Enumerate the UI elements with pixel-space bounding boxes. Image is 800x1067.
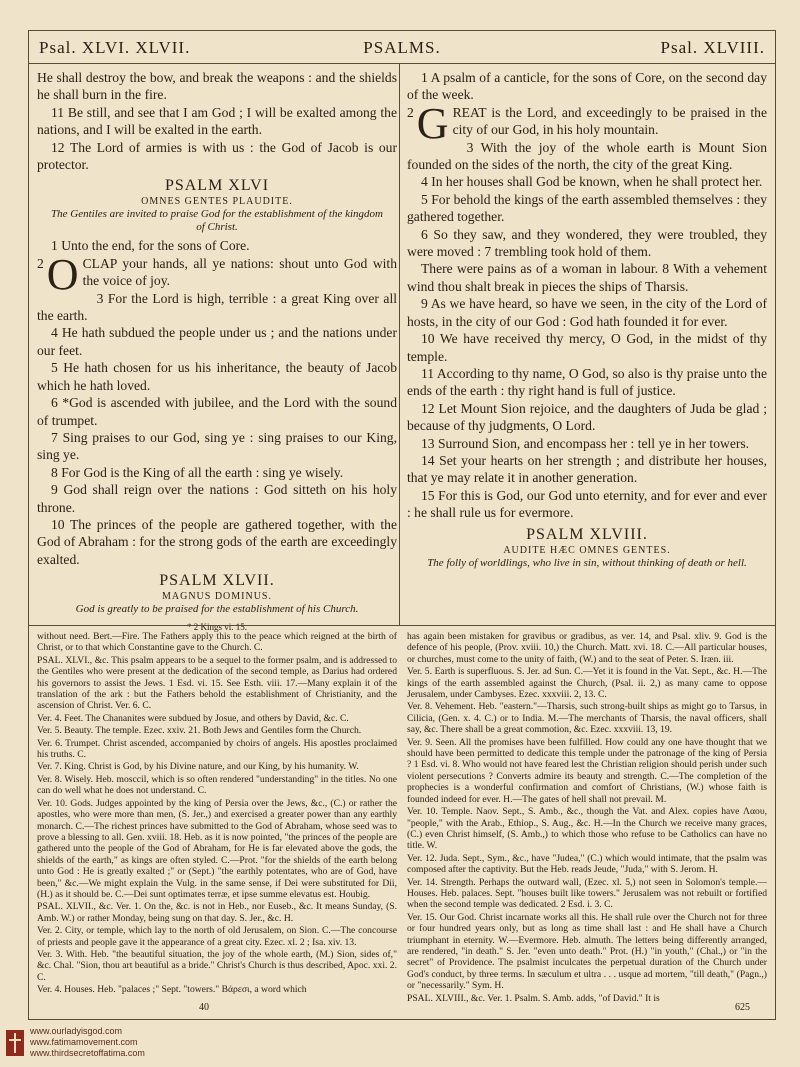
footer-link[interactable]: www.fatimamovement.com [30, 1037, 138, 1047]
verse: There were pains as of a woman in labour. 8 With a vehement wind thou shalt break in pieces the ships of Tharsis. [407, 261, 767, 294]
verse: 5 He hath chosen for us his inheritance, the beauty of Jacob which he hath loved. [37, 360, 397, 393]
note: Ver. 8. Vehement. Heb. "eastern."—Tharsis, such strong-built ships as might go to Tarsus, in Cilicia, (Gen. x. 4. C.) or to India. M.—The merchants of Tharsis, the naval officers, shall say, &c. There shall be a great commotion, &c. Ezec. xxxviii. 13, 19. [407, 701, 767, 736]
verse: 12 The Lord of armies is with us : the God of Jacob is our protector. [37, 139, 397, 173]
notes-divider [29, 625, 775, 626]
verse-with-dropcap [37, 249, 397, 299]
drop-cap: G [416, 98, 449, 148]
verse: 1 A psalm of a canticle, for the sons of Core, on the second day of the week. [407, 70, 767, 103]
verse-number: 2 [407, 104, 414, 120]
note: Ver. 9. Seen. All the promises have been fulfilled. How could any one have thought that we should have been permitted to dedicate this temple under the patronage of the king of Persia ? 1 Esd. vi. 8. Who would not have feared lest the Christian religion should perish under such violent persecutions ? Converts admire its beauty and strength. C.—The completion of the prophecies is a wonderful confirmation and comfort of Christians, (W.) whose faith is founded indeed for ever. H.—The gates of hell shall not prevail. M. [407, 736, 767, 805]
verse: 9 God shall reign over the nations : God sitteth on his holy throne. [37, 482, 397, 515]
right-column [407, 69, 767, 573]
cross-logo-icon [6, 1030, 24, 1056]
verse: 3 For the Lord is high, terrible : a great King over all the earth. [37, 290, 397, 324]
verse-text: CLAP your hands, all ye nations: shout unto God with the voice of joy. [82, 255, 397, 289]
verse: 9 As we have heard, so have we seen, in the city of the Lord of hosts, in the city of our God : God hath founded it for ever. [407, 296, 767, 329]
verse: 12 Let Mount Sion rejoice, and the daughters of Juda be glad ; because of thy judgments, O Lord. [407, 400, 767, 434]
verse: 15 For this is God, our God unto eternity, and for ever and ever : he shall rule us for evermore. [407, 487, 767, 521]
verse: 13 Surround Sion, and encompass her : tell ye in her towers. [421, 435, 750, 451]
running-header [29, 31, 775, 64]
verse: 11 Be still, and see that I am God ; I will be exalted among the nations, and I will be exalted in the earth. [37, 104, 397, 138]
note: Ver. 15. Our God. Christ incarnate works all this. He shall rule over the Church not for three or four hundred years only, but as long as time shall last : and He shall have a Church triumphant in eternity. W.—Evermore. Heb. almuth. The letters being differently arranged, are rendered, "in death." S. Jer. "even unto death." Prot. (H.) "in youth," (Chal.,) or "in the secret" of Providence. The psalmist inculcates the perpetual duration of the Church under God's conduct, by three terms. In sæculum et ultra . . . usque ad mortem, "till death," (Pagn.,) or "necessarily." Sym. H. [407, 911, 767, 992]
verse: 10 We have received thy mercy, O God, in the midst of thy temple. [407, 331, 767, 364]
footer-links [30, 1026, 145, 1059]
psalm-subtitle: OMNES GENTES PLAUDITE. [141, 196, 293, 208]
verse-text: REAT is the Lord, and exceedingly to be praised in the city of our God, in his holy mountain. [452, 104, 767, 138]
page-frame [28, 30, 776, 1020]
verse: 6 So they saw, and they wondered, they were troubled, they were moved : 7 trembling took hold of them. [407, 226, 767, 260]
commentary-right [407, 631, 767, 1005]
verse: 14 Set your hearts on her strength ; and distribute her houses, that ye may relate it in another generation. [407, 452, 767, 486]
verse: 4 In her houses shall God be known, when he shall protect her. [421, 174, 763, 190]
note: Ver. 8. Wisely. Heb. mosccil, which is so often rendered "understanding" in the titles. No one can do well what he does not understand. C. [37, 773, 397, 797]
note: Ver. 6. Trumpet. Christ ascended, accompanied by choirs of angels. His apostles proclaimed his truths. C. [37, 737, 397, 761]
note: Ver. 5. Beauty. The temple. Ezec. xxiv. 21. Both Jews and Gentiles form the Church. [37, 725, 362, 737]
psalm-title: PSALM XLVII. [159, 572, 275, 590]
note: has again been mistaken for gravibus or gradibus, as ver. 14, and Psal. xliv. 9. God is the defence of his people, (Prov. xviii. 10,) the Church. Matt. xvi. 18. C.—All particular houses, or churches, must come to the unity of faith, (W.) and to the seat of Peter. S. Iræn. iii. [407, 631, 767, 665]
verse: 8 For God is the King of all the earth : sing ye wisely. [51, 464, 344, 480]
psalm-argument: The folly of worldlings, who live in sin, without thinking of death or hell. [427, 556, 747, 569]
note: PSAL. XLVIII., &c. Ver. 1. Psalm. S. Amb. adds, "of David." It is [407, 992, 660, 1004]
verse: 5 For behold the kings of the earth assembled themselves : they gathered together. [407, 191, 767, 225]
verse: 11 According to thy name, O God, so also is thy praise unto the ends of the earth : thy right hand is full of justice. [407, 365, 767, 399]
note: Ver. 14. Strength. Perhaps the outward wall, (Ezec. xl. 5,) not seen in Solomon's temple.—Houses. Heb. palaces. Sept. "houses built like towers." Jerusalem was not rebuilt or fortified when the second temple was dedicated. 2 Esd. i. 3. C. [407, 876, 767, 911]
footer-link[interactable]: www.ourladyisgod.com [30, 1026, 123, 1036]
verse-number: 2 [37, 255, 44, 271]
header-center: PSALMS. [363, 38, 441, 57]
verse: 7 Sing praises to our God, sing ye : sing praises to our King, sing ye. [37, 429, 397, 463]
verse-with-dropcap [407, 98, 767, 148]
verse: He shall destroy the bow, and break the weapons : and the shields he shall burn in the fire. [37, 70, 397, 103]
note: Ver. 4. Houses. Heb. "palaces ;" Sept. "towers." Βάρεσι, a word which [37, 984, 307, 996]
note: without need. Bert.—Fire. The Fathers apply this to the peace which reigned at the birth of Christ, or to that which Constantine gave to the Church. C. [37, 631, 397, 654]
note: PSAL. XLVII., &c. Ver. 1. On the, &c. is not in Heb., nor Euseb., &c. It means Sunday, (S. Amb. W.) or rather Monday, being sung on that day. S. Jer., &c. H. [37, 901, 397, 924]
psalm-subtitle: AUDITE HÆC OMNES GENTES. [503, 544, 671, 556]
header-right: Psal. XLVIII. [660, 38, 765, 57]
note: Ver. 4. Feet. The Chananites were subdued by Josue, and others by David, &c. C. [37, 712, 349, 724]
header-left: Psal. XLVI. XLVII. [39, 38, 191, 57]
psalm-title: PSALM XLVIII. [526, 525, 648, 543]
note: Ver. 5. Earth is superfluous. S. Jer. ad Sun. C.—Yet it is found in the Vat. Sept., &c. H.—The kings of the earth assembled against the Church, (Psal. ii. 2,) as many came to oppose Jerusalem, under Cambyses. Ezec. xxxviii. 2, 13. C. [407, 666, 767, 701]
note: Ver. 2. City, or temple, which lay to the north of old Jerusalem, on Sion. C.—The concourse of priests and people gave it the appearance of a great city. Ezec. xl. 2 ; Isa. xiv. 13. [37, 925, 397, 948]
column-divider [399, 63, 400, 625]
note: Ver. 7. King. Christ is God, by his Divine nature, and our King, by his humanity. W. [37, 761, 359, 773]
left-column [37, 69, 397, 632]
psalm-title: PSALM XLVI [164, 177, 270, 195]
page-number-right: 625 [735, 1002, 750, 1013]
cross-reference: * 2 Kings vi. 15. [186, 622, 247, 633]
footer-link[interactable]: www.thirdsecretoffatima.com [30, 1048, 145, 1058]
note: Ver. 10. Temple. Naov. Sept., S. Amb., &c., though the Vat. and Alex. copies have Λαου, "people," with the Arab., Ethiop., S. Aug., &c. H.—In the Church we receive many graces, (C.) even Christ himself, (S. Amb.,) to which those who refuse to be Catholics can have no title. W. [407, 806, 767, 852]
verse: 3 With the joy of the whole earth is Mount Sion founded on the sides of the north, the city of the great King. [407, 139, 767, 173]
note: Ver. 12. Juda. Sept., Sym., &c., have "Judea," (C.) which would intimate, that the psalm was composed after the captivity. But the Heb. reads Jeude, "Juda," with S. Jerom. H. [407, 852, 767, 876]
page-number-left: 40 [199, 1002, 209, 1013]
verse: 10 The princes of the people are gathered together, with the God of Abraham : for the strong gods of the earth are exceedingly exalted. [37, 516, 397, 567]
psalm-argument: The Gentiles are invited to praise God for the establishment of the kingdom of Christ. [51, 208, 383, 234]
verse: 6 *God is ascended with jubilee, and the Lord with the sound of trumpet. [37, 395, 397, 428]
verse: 4 He hath subdued the people under us ; and the nations under our feet. [37, 325, 397, 358]
note: Ver. 3. With. Heb. "the beautiful situation, the joy of the whole earth, (M.) Sion, sides of," &c. Chal. "Sion, thou art beautiful as a bride." Christ's Church is thus described, Apoc. xxi. 2. C. [37, 948, 397, 983]
drop-cap: O [46, 249, 79, 299]
note: PSAL. XLVI., &c. This psalm appears to be a sequel to the former psalm, and is addressed to the Gentiles who were present at the dedication of the second temple, as Darius had ordered his governors to assist the Jews. 1 Esd. vi. 15. See Esth. viii. 17.—Many explain it of the translation of the ark : but the Fathers behold the establishment of Christianity, and the ascension of Christ. Ver. 6. C. [37, 654, 397, 712]
psalm-argument: God is greatly to be praised for the establishment of his Church. [75, 603, 359, 616]
commentary-left [37, 631, 397, 997]
psalm-subtitle: MAGNUS DOMINUS. [161, 591, 272, 603]
verse: 1 Unto the end, for the sons of Core. [51, 238, 250, 254]
note: Ver. 10. Gods. Judges appointed by the king of Persia over the Jews, &c., (C.) or rather the apostles, who were more than men, (S. Jer.,) and exercised a greater power than any earthly monarch. C.—The richest princes have submitted to the God of Abraham, whose seed was to prove a blessing to all. Gen. xviii. 18. Heb. as it is now pointed, "the princes of the people are gathered unto the people of the God of Abraham, for He is far elevated above the gods, the shields of the earth," as kings are often styled. C.—Prot. "for the shields of the earth belong unto God : He is greatly exalted ;" or (Sept.) "the earthly potentates, who are of God, have been," &c.—We might explain the Vulg. in the same sense, if Dei were substituted for Dii, (H.) as it should be. C.—Dei sunt optimates terræ, et ipse summe elevatus est. Houbig. [37, 797, 397, 900]
